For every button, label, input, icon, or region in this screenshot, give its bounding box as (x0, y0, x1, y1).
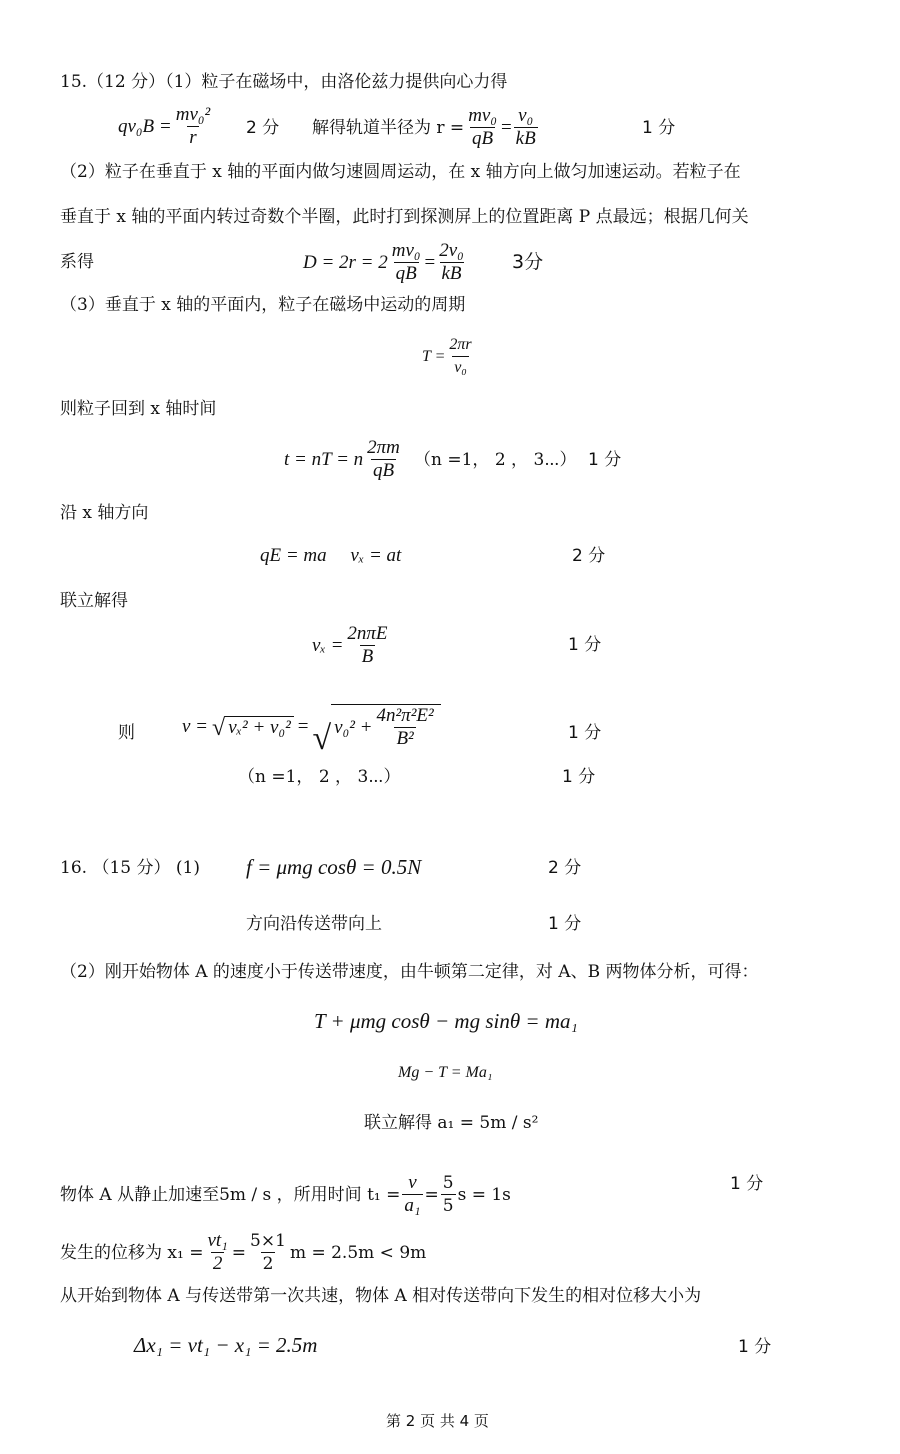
q15-eq6-lhs: vₓ = (312, 634, 344, 656)
q16-disp-frac1 (205, 1230, 229, 1275)
q16-disp-num2: 5×1 (250, 1231, 286, 1251)
q15-eq1-lhs: qv₀B = (118, 115, 172, 137)
q15-eq7-sqrt1: √ vₓ² + v₀² (212, 716, 294, 739)
q15-eq6-frac (345, 623, 389, 668)
q15-eq4-frac (365, 437, 402, 482)
q15-part2-line1: （2）粒子在垂直于 x 轴的平面内做匀速圆周运动，在 x 轴方向上做匀加速运动。若粒子在 (60, 162, 741, 182)
q15-eq2-score: 3分 (512, 251, 544, 273)
q15-eq7-lhs: v = (182, 716, 209, 737)
q16-eq4-score: 1 分 (738, 1337, 772, 1357)
q15-eq6-num: 2nπE (347, 623, 388, 644)
q15-eq1b-num: mv₀ (468, 105, 497, 126)
q15-eq4 (284, 437, 404, 482)
q15-eq7-den: B² (396, 728, 414, 749)
q15-eq2b-num: 2v₀ (439, 240, 464, 261)
q15-eq2a-den: qB (395, 263, 417, 284)
q15-eq1c-den: kB (515, 128, 536, 149)
q15-intro: 15.（12 分）（1）粒子在磁场中，由洛伦兹力提供向心力得 (60, 72, 508, 92)
q15-eq1-num: mv₀² (175, 104, 211, 125)
q15-eq1-den: r (189, 127, 197, 148)
q15-eq3-frac (447, 334, 473, 379)
q16-time-frac1 (402, 1172, 422, 1217)
q15-part2-line3: 系得 (60, 252, 94, 272)
q15-eq7-sqrt2: √ v₀² + $\frac{\text{4n²π²E²}}{\text{B²}}$ (313, 704, 441, 750)
q16-time-score: 1 分 (730, 1174, 764, 1194)
q15-eq1b-den: qB (472, 128, 494, 149)
q16-part2-line1: （2）刚开始物体 A 的速度小于传送带速度，由牛顿第二定律，对 A、B 两物体分析，可得： (60, 962, 759, 982)
q16-direction-score: 1 分 (548, 914, 582, 934)
page-footer: 第 2 页 共 4 页 (386, 1412, 489, 1430)
q15-eq3-lhs: T = (422, 347, 446, 365)
q15-eq3 (422, 334, 476, 379)
q15-then: 则 (118, 723, 135, 743)
q16-time-den2: 5 (442, 1196, 454, 1216)
q15-eq1b-frac (466, 105, 499, 150)
q16-relative-line: 从开始到物体 A 与传送带第一次共速，物体 A 相对传送带向下发生的相对位移大小为 (60, 1286, 702, 1306)
q15-eq7-score2: 1 分 (562, 767, 596, 787)
q16-eq3: Mg − T = Ma₁ (398, 1064, 493, 1081)
q15-eq7-num: 4n²π²E² (376, 705, 434, 726)
q15-eq3-den: v₀ (452, 356, 469, 379)
q16-disp-result: m = 2.5m < 9m (289, 1242, 427, 1263)
q16-solve: 联立解得 a₁ = 5m / s² (364, 1113, 539, 1133)
q16-time-den1: a₁ (404, 1195, 421, 1216)
q15-eq7-rad2a: v₀² + (334, 716, 373, 738)
q15-eq2-lhs: D = 2r = 2 (303, 251, 388, 273)
q15-eq1-score2: 1 分 (642, 118, 676, 138)
q15-part3-line1: （3）垂直于 x 轴的平面内，粒子在磁场中运动的周期 (60, 295, 466, 315)
q16-eq2: T + μmg cosθ − mg sinθ = ma₁ (314, 1009, 578, 1033)
q15-eq4-score: 1 分 (588, 450, 622, 470)
q16-disp-frac2 (248, 1230, 288, 1275)
q15-eq7-frac (374, 705, 435, 750)
q16-intro: 16. （15 分） (1) (60, 858, 200, 878)
q16-time-line (60, 1172, 511, 1217)
q15-part3-line2: 则粒子回到 x 轴时间 (60, 399, 217, 419)
q16-disp-den1: 2 (212, 1253, 223, 1274)
q15-eq1-frac (174, 104, 212, 149)
q16-time-text: 物体 A 从静止加速至5m / s ，所用时间 t₁ = (60, 1184, 401, 1205)
q15-eq1-radius: 解得轨道半径为 r = $\frac{\text{mv₀}}{qB}$ = $\frac{\text{v₀}}{kB}$ (312, 105, 536, 149)
q15-part2-line2: 垂直于 x 轴的平面内转过奇数个半圈，此时打到探测屏上的位置距离 P 点最远；根据几何关 (60, 207, 749, 227)
q15-eq3-num: 2πr (449, 336, 472, 353)
q15-eq4-den: qB (372, 460, 395, 481)
q16-disp-eq: = (231, 1242, 247, 1263)
q15-eq2a-num: mv₀ (391, 240, 421, 261)
q16-disp-text: 发生的位移为 x₁ = (60, 1242, 204, 1263)
q16-eq1: f = μmg cosθ = 0.5N (246, 855, 422, 879)
q15-eq6 (312, 623, 392, 668)
q15-eq7: v = √ vₓ² + v₀² = √ v₀² + $\frac{\text{4n²π²E²}}{\text{B²}}$ (182, 704, 441, 750)
q16-time-frac2 (441, 1172, 456, 1217)
q16-time-eq: = (424, 1184, 439, 1205)
q15-eq7-rad1: vₓ² + v₀² (225, 716, 294, 739)
q15-eq7-cond: （n =1， 2 ， 3⋯） (238, 767, 401, 787)
q15-eq1c-frac (514, 105, 538, 150)
q15-eq2a-frac (390, 240, 423, 285)
q15-eq7-score: 1 分 (568, 723, 602, 743)
q15-eq1-text: 解得轨道半径为 r = (312, 117, 465, 138)
q15-eq2b-den: kB (441, 263, 462, 284)
q15-eq1 (118, 104, 214, 149)
q15-eq1-score: 2 分 (246, 118, 280, 138)
q15-eq4-lhs: t = nT = n (284, 448, 364, 470)
q16-disp-den2: 2 (262, 1254, 274, 1274)
q15-eq4-num: 2πm (367, 437, 400, 458)
q16-displacement-line (60, 1230, 426, 1275)
q15-part3-line3: 沿 x 轴方向 (60, 503, 149, 523)
q16-direction: 方向沿传送带向上 (246, 914, 382, 934)
q15-eq6-score: 1 分 (568, 635, 602, 655)
q16-time-num2: 5 (442, 1173, 454, 1193)
q15-eq2: D = 2r = 2 $\frac{\text{mv₀}}{qB}$ = $\frac{\text{2v₀}}{kB}$ (303, 240, 464, 284)
q15-eq6-den: B (361, 646, 374, 667)
q16-eq4: Δx₁ = vt₁ − x₁ = 2.5m (134, 1333, 318, 1357)
q16-eq1-score: 2 分 (548, 858, 582, 878)
q15-eq1c-num: v₀ (518, 105, 534, 126)
q15-part3-line4: 联立解得 (60, 591, 128, 611)
q15-eq4-cond: （n =1， 2 ， 3⋯） (414, 450, 577, 470)
q16-disp-num1: vt₁ (207, 1230, 228, 1251)
q15-eq5: qE = ma vₓ = at (260, 545, 402, 566)
q15-eq5-score: 2 分 (572, 546, 606, 566)
q15-eq2b-frac (437, 240, 466, 285)
q16-time-result: s = 1s (457, 1184, 511, 1205)
q16-time-num1: v (408, 1172, 417, 1193)
